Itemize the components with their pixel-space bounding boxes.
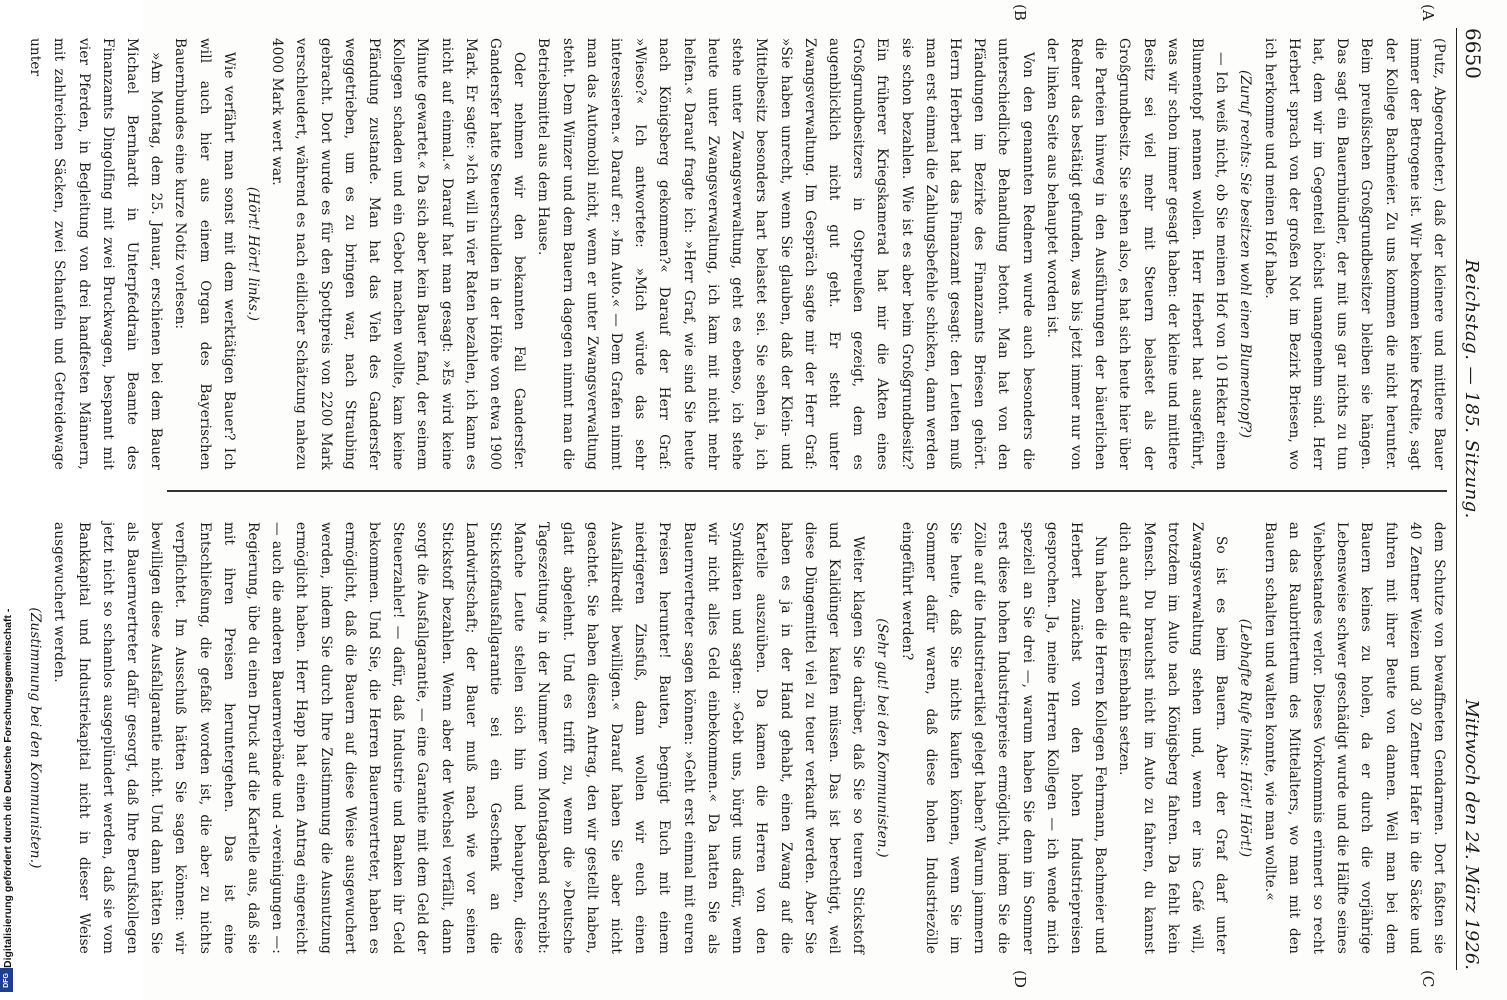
paragraph: Weiter klagen Sie darüber, daß Sie so teuren Stickstoff und Kalidünger kaufen müssen. Das ist berechtigt, weil diese Düngemittel viel zu teuer verkauft werden. Aber Sie haben es ja in der Hand gehabt, einen Zwang auf die Kartelle auszuüben. Da kamen die Herren von den Syndikaten und sagten: »Gebt uns, bürgt uns dafür, wenn wir nicht alles Geld einbekommen.« Da hatten Sie als Bauernvertreter sagen können: »Geht erst einmal mit euren Preisen herunter! Bauten, begnügt Euch mit einem niedrigeren Zinsfuß, dann wollen wir euch einen Ausfallkredit bewilligen.« Darauf haben Sie aber nicht geachtet. Sie haben diesen Antrag, den wir gestellt haben, glatt abgelehnt. Und es trifft zu, wenn die »Deutsche Tageszeitung« in der Nummer vom Montagabend schreibt: Manche Leute stellen sich hin und behaupten, diese Stickstoffausfallgarantie sei ein Geschenk an die Landwirtschaft; der Bauer muß nach wie vor seinen Stickstoff bezahlen. Wenn aber der Wechsel verfällt, dann sorgt die Ausfallgarantie, — eine Garantie mit dem Geld der Steuerzahler! — dafür, daß Industrie und Banken ihr Geld bekommen. Und Sie, die Herren Bauernvertreter, haben es ermöglicht, daß die Bauern auf diese Weise ausgewuchert werden, indem Sie durch Ihre Zustimmung die Ausnutzung ermöglicht haben. Herr Happ hat einen Antrag eingereicht — auch die anderen Bauernverbände und -vereinigungen —: Regierung, übe du einen Druck auf die Kartelle aus, daß sie mit ihren Preisen heruntergehen. Das ist eine Entschließung, die gefaßt worden ist, die aber zu nichts verpflichtet. Im Ausschuß hätten Sie sagen können: wir bewilligen diese Ausfallgarantie nicht. Und dann hätten Sie als Bauernvertreter dafür gesorgt, daß Ihre Berufskollegen jetzt nicht so schamlos ausgeplündert werden, daß sie vom Bankkapital und Industriekapital nicht in dieser Weise ausgewuchert werden. [51,522,867,954]
paragraph: Nun haben die Herren Kollegen Fehrmann, Bachmeier und Herbert zunächst von den hohen Industriepreisen gesprochen. Ja, meine Herren Kollegen — ich wende mich speziell an Sie drei —, warum haben Sie denn im Sommer erst diese hohen Industriepreise ermöglicht, indem Sie die Zölle auf die Industrieartikel gelegt haben? Warum jammern Sie heute, daß Sie nichts kaufen können, wenn Sie im Sommer dafür waren, daß diese hohen Industriezölle eingeführt werden? [898,522,1109,954]
interjection: (Sehr gut! bei den Kommunisten.) [874,618,891,858]
page-number: 6650 [1461,28,1485,79]
paragraph: (Putz, Abgeordneter.) daß der kleinere und mittlere Bauer immer der Betrogene ist. Wir bekommen keine Kredite, sagt der Kollege Bachmeier. Zu uns kommen die nicht herunter. Beim preußischen Großgrundbesitzer bleiben sie hängen. Das sagt ein Bauernbündler, der mit uns gar nichts zu tun hat, dem wir im Gegenteil höchst unangenehm sind. Herr Herbert sprach von der großen Not im Bezirk Briesen, wo ich herkomme und meinen Hof habe. [1261,38,1447,470]
interjection: (Zuruf rechts: Sie besitzen wohl einen Blumentopf?) [1237,69,1254,439]
margin-mark-a: (A [1419,4,1437,21]
header-title: Reichstag. — 185. Sitzung. [1461,259,1482,519]
paragraph: So ist es beim Bauern. Aber der Graf darf unter Zwangsverwaltung stehen und, wenn er ins Café will, trotzdem im Auto nach Königsberg fahren. Da fehlt kein Mensch. Du brauchst nicht im Auto zu fahren, du kannst dich auch auf die Eisenbahn setzen. [1116,522,1230,954]
interjection: (Lebhafte Rufe links: Hört! Hört!) [1237,618,1254,858]
margin-mark-b: (B [1011,4,1029,21]
digitization-credit [0,0,14,1000]
rotated-document-page [27,0,1507,1000]
dfg-logo [0,968,13,992]
paragraph: Wie verfährt man sonst mit dem werktätigen Bauer? Ich will auch hier aus einem Organ des Bayerischen Bauernbundes eine kurze Notiz vorlesen: [172,38,237,470]
paragraph: Von den genannten Rednern wurde auch besonders die unterschiedliche Behandlung betont. Man hat von den Pfändungen im Bezirke des Finanzamts Briesen gehört. Herrn Herbert hat das Finanzamt gesagt: den Leuten muß man erst einmal die Zahlungsbefehle schicken, dann werden sie schon bezahlen. Wie ist es aber beim Großgrundbesitz? Ein früherer Kriegskamerad hat mir die Akten eines Großgrundbesitzers in Ostpreußen gezeigt, dem es augenblicklich nicht gut geht. Er steht unter Zwangsverwaltung. Im Gespräch sagte mir der Herr Graf: »Sie haben unrecht, wenn Sie glauben, daß der Klein- und Mittelbesitz besonders hart belastet sei. Sie sehen ja, ich stehe unter Zwangsverwaltung, geht es ebenso, ich stehe heute unter Zwangsverwaltung, ich kam mit nicht mehr helfen.« Darauf fragte ich: »Herr Graf, wie sind Sie heute nach Königsberg gekommen?« Darauf der Herr Graf: »Wieso?« Ich antwortete: »Mich würde das sehr interessieren.« Darauf er: »Im Auto.« — Dem Grafen nimmt man das Automobil nicht, wenn er unter Zwangsverwaltung steht. Dem Winzer und dem Bauern dagegen nimmt man die Betriebsmittel aus dem Hause. [535,38,1036,470]
header-date: Mittwoch den 24. März 1926. [1461,699,1482,970]
digitization-credit-text: Digitalisierung gefördert durch die Deutsche Forschungsgemeinschaft - [2,608,14,968]
interjection: (Hört! Hört! links.) [245,186,262,322]
column-divider [167,490,1447,492]
paragraph: dem Schutze von bewaffneten Gendarmen. Dort faßten sie 40 Zentner Weizen und 30 Zentner Hafer in die Säcke und fuhren mit ihrer Beute von dannen. Weil man bei dem Bauern keines zu holen, da er durch die vorjährige Lebensweise schwer geschädigt wurde und die Hälfte seines Viehbestandes verlor. Dieses Vorkommnis erinnert so recht an das Raubrittertum des Mittelalters, wo man mit den Bauern schalten und walten konnte, wie man wollte.« [1261,522,1447,954]
paragraph: Oder nehmen wir den bekannten Fall Gandersfer. Gandersfer hatte Steuerschulden in der Höhe von etwa 1900 Mark. Er sagte: »Ich will in vier Raten bezahlen, ich kann es nicht auf einmal.« Darauf hat man gesagt: »Es wird keine Minute gewartet.« Da sich aber kein Bauer fand, der seinem Kollegen schaden und ein Gebot machen wollte, kam keine Pfändung zustande. Man hat das Vieh des Gandersfer weggetrieben, um es zu bringen war, nach Straubing gebracht. Dort wurde es für den Spottpreis von 2200 Mark verschleudert, während es nach eidlicher Schätzung nahezu 4000 Mark wert war. [269,38,528,470]
interjection: (Zustimmung bei den Kommunisten.) [27,607,44,869]
page-header [1456,28,1501,970]
margin-mark-d: (D [1011,970,1029,988]
paragraph: — Ich weiß nicht, ob Sie meinen Hof von 10 Hektar einen Blumentopf nennen wollen. Herr Herbert hat ausgeführt, was wir schon immer gesagt haben: der kleine und mittlere Besitz sei viel mehr mit Steuern belastet als der Großgrundbesitz. Sie sehen also, es hat sich heute hier über die Parteien hinweg in den Ausführungen der bäuerlichen Redner das bestätigt gefunden, was bis jetzt immer nur von der linken Seite aus behauptet worden ist. [1043,38,1230,470]
right-text-column [27,522,1451,954]
left-text-column [27,38,1451,470]
dfg-logo-text: DFG [3,972,10,988]
paragraph: »Am Montag, dem 25. Januar, erschienen bei dem Bauer Michael Bernhardt in Unterpfeddrain Beamte des Finanzamts Dingolfing mit zwei Bruckwagen, bespannt mit vier Pferden, in Begleitung von drei handfesten Männern, mit zahlreichen Säcken, zwei Schaufeln und Getreidewage unter [27,38,165,470]
margin-mark-c: (C [1419,970,1437,988]
